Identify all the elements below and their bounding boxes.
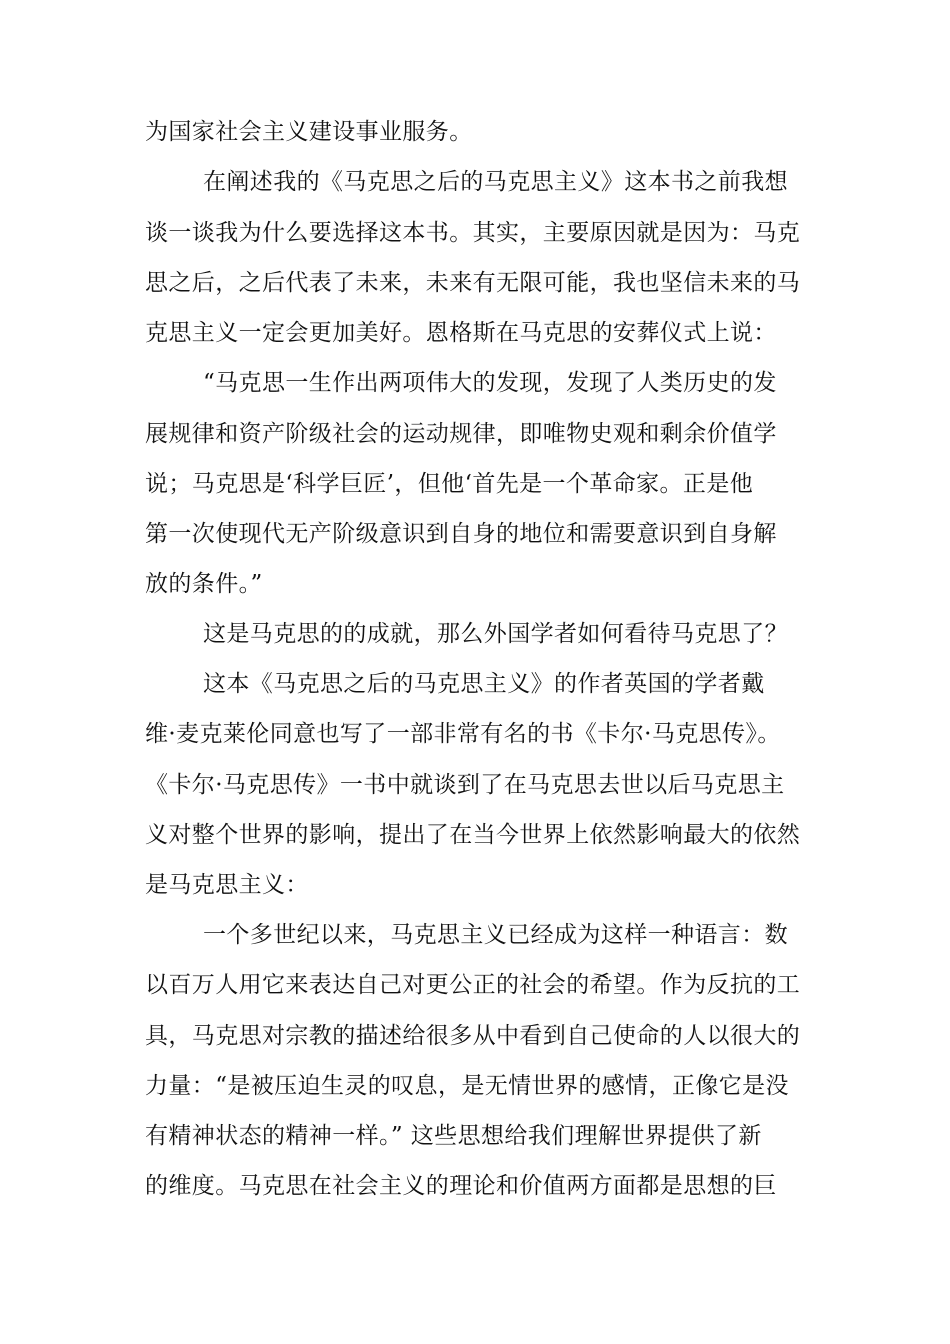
text-line: 在阐述我的《马克思之后的马克思主义》这本书之前我想 xyxy=(203,169,788,195)
text-line: 的维度。马克思在社会主义的理论和价值两方面都是思想的巨 xyxy=(145,1173,777,1199)
text-line: 具，马克思对宗教的描述给很多从中看到自己使命的人以很大的 xyxy=(145,1023,801,1049)
text-line: 有精神状态的精神一样。” 这些思想给我们理解世界提供了新 xyxy=(145,1123,762,1149)
text-line: 是马克思主义： xyxy=(145,872,309,898)
text-line: 第一次使现代无产阶级意识到自身的地位和需要意识到自身解 xyxy=(145,521,777,547)
text-line: 维·麦克莱伦同意也写了一部非常有名的书《卡尔·马克思传》。 xyxy=(145,721,781,747)
text-line: “马克思一生作出两项伟大的发现，发现了人类历史的发 xyxy=(203,370,777,396)
text-line: 思之后，之后代表了未来，未来有无限可能，我也坚信未来的马 xyxy=(145,270,801,296)
text-line: 《卡尔·马克思传》一书中就谈到了在马克思去世以后马克思主 xyxy=(145,772,785,798)
text-line: 谈一谈我为什么要选择这本书。其实，主要原因就是因为：马克 xyxy=(145,220,801,246)
text-line: 展规律和资产阶级社会的运动规律，即唯物史观和剩余价值学 xyxy=(145,421,777,447)
text-line: 力量：“是被压迫生灵的叹息，是无情世界的感情，正像它是没 xyxy=(145,1073,789,1099)
text-line: 这是马克思的的成就，那么外国学者如何看待马克思了？ xyxy=(203,621,788,647)
text-line: 以百万人用它来表达自己对更公正的社会的希望。作为反抗的工 xyxy=(145,972,801,998)
text-line: 克思主义一定会更加美好。恩格斯在马克思的安葬仪式上说： xyxy=(145,320,777,346)
text-line: 义对整个世界的影响，提出了在当今世界上依然影响最大的依然 xyxy=(145,822,801,848)
text-line: 为国家社会主义建设事业服务。 xyxy=(145,119,473,145)
text-line: 放的条件。” xyxy=(145,571,263,597)
text-line: 说；马克思是‘科学巨匠’，但他‘首先是一个革命家。正是他 xyxy=(145,471,754,497)
text-line: 一个多世纪以来，马克思主义已经成为这样一种语言：数 xyxy=(203,922,788,948)
text-line: 这本《马克思之后的马克思主义》的作者英国的学者戴 xyxy=(203,671,765,697)
